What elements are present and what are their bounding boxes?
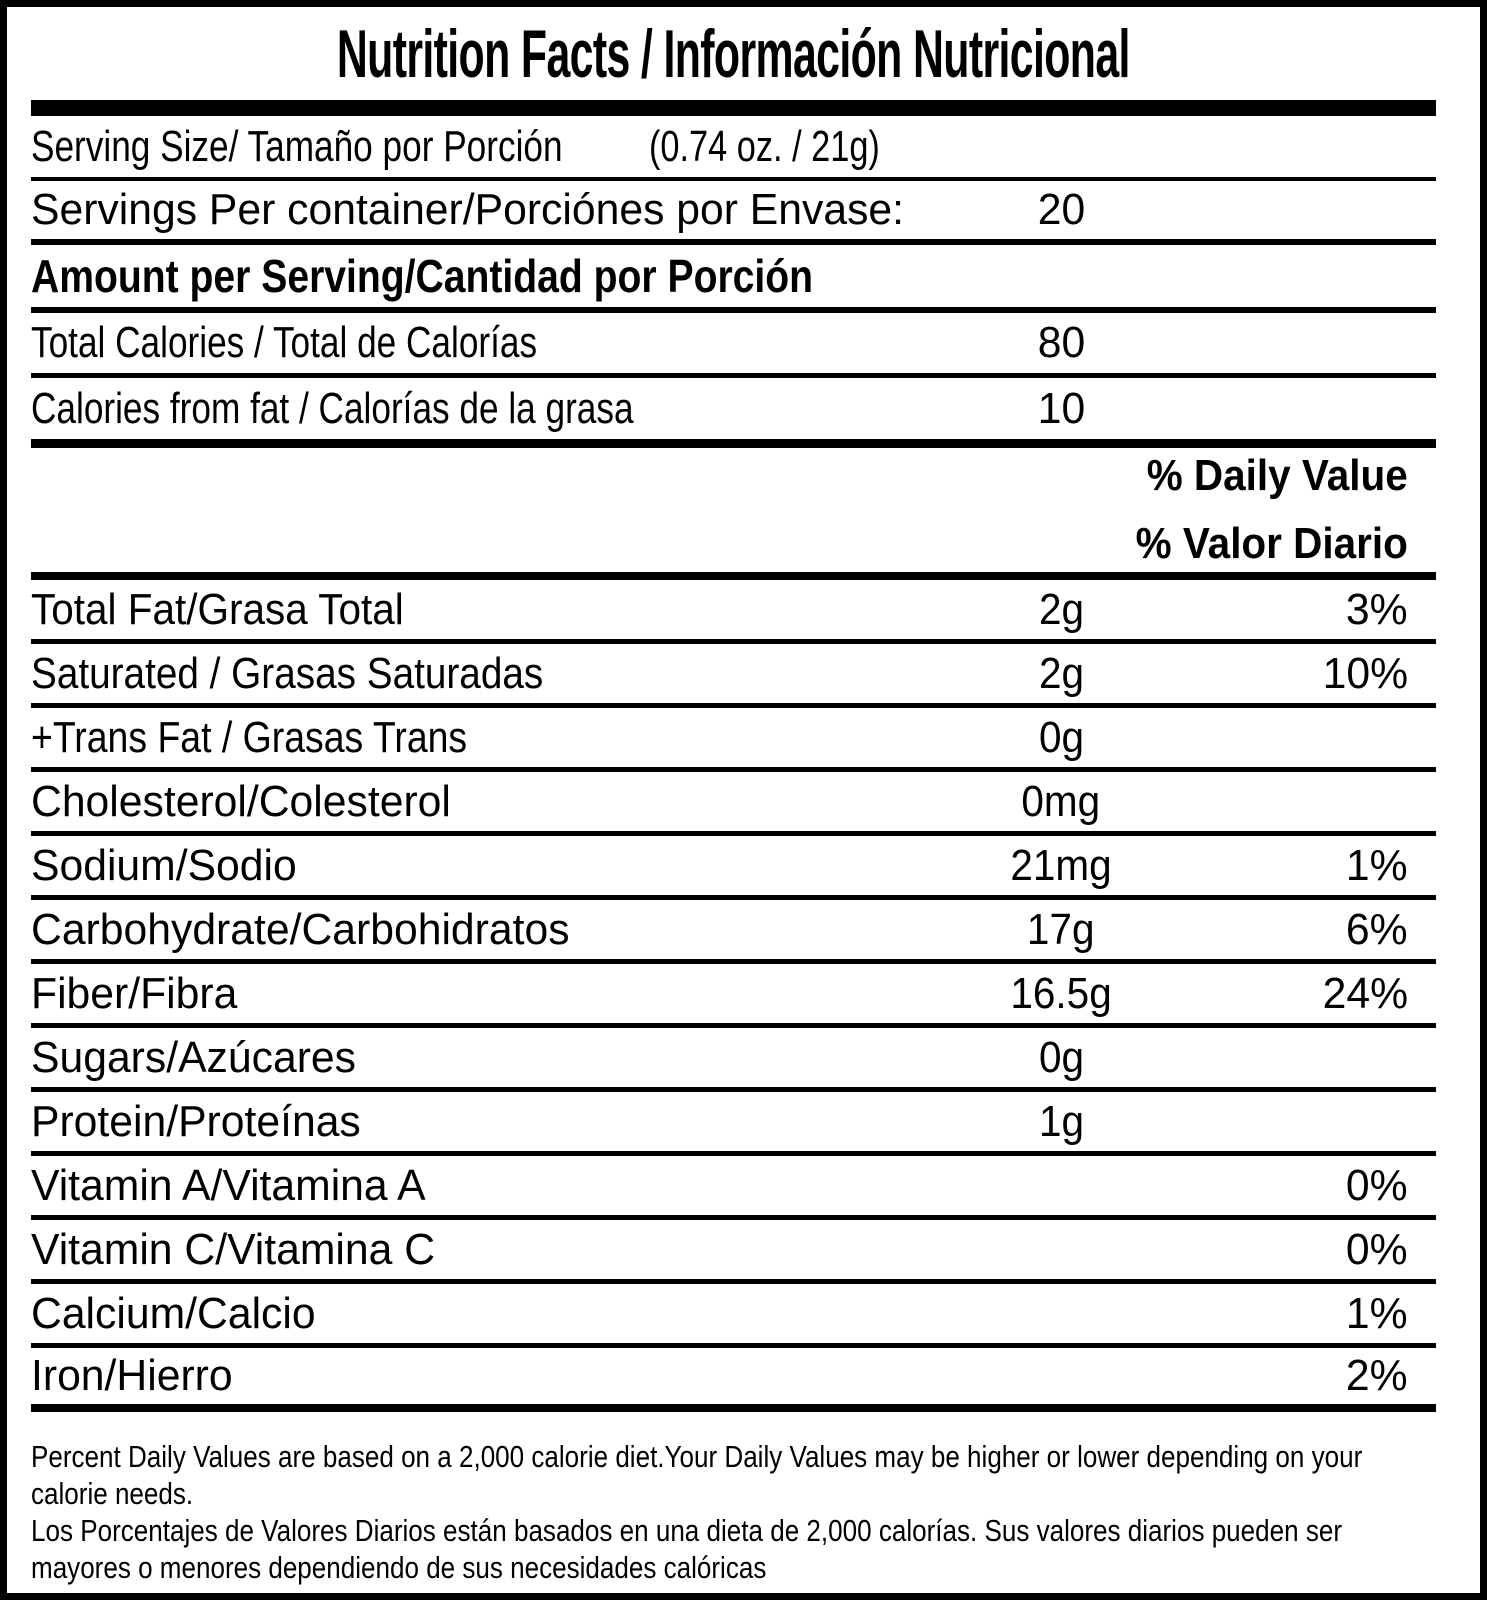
nutrient-value: 0g xyxy=(1038,712,1084,762)
nutrient-value: 1g xyxy=(1038,1096,1084,1146)
amount-per-serving-label: Amount per Serving/Cantidad por Porción xyxy=(31,250,814,302)
nutrient-percent: 1% xyxy=(1346,840,1408,890)
serving-size-row xyxy=(31,116,1436,181)
amount-per-serving-header xyxy=(31,245,1436,313)
nutrient-label: Total Fat/Grasa Total xyxy=(31,584,404,634)
nutrient-value: 2g xyxy=(1038,648,1084,698)
nutrient-label: Sodium/Sodio xyxy=(31,840,297,890)
nutrient-percent: 10% xyxy=(1322,648,1408,698)
nutrient-percent: 6% xyxy=(1346,904,1408,954)
nutrient-label: Fiber/Fibra xyxy=(31,968,238,1018)
total-calories-value: 80 xyxy=(1037,318,1085,367)
nutrient-percent: 24% xyxy=(1322,968,1408,1018)
daily-value-header-es: % Valor Diario xyxy=(1135,519,1408,568)
nutrient-percent: 1% xyxy=(1346,1288,1408,1338)
nutrient-label: Sugars/Azúcares xyxy=(31,1032,357,1082)
nutrient-row-cholesterol xyxy=(31,772,1436,836)
daily-value-header-en: % Daily Value xyxy=(1146,451,1408,500)
nutrient-value: 2g xyxy=(1038,584,1084,634)
nutrient-row-total-fat xyxy=(31,580,1436,644)
nutrient-percent: 3% xyxy=(1346,584,1408,634)
nutrient-percent: 0% xyxy=(1346,1160,1408,1210)
nutrient-value: 0g xyxy=(1038,1032,1084,1082)
title-thick-divider xyxy=(31,100,1436,116)
nutrient-label: Vitamin C/Vitamina C xyxy=(31,1224,436,1274)
nutrient-row-fiber xyxy=(31,964,1436,1028)
nutrient-row-protein xyxy=(31,1092,1436,1156)
nutrient-label: Calcium/Calcio xyxy=(31,1288,316,1338)
servings-per-container-value: 20 xyxy=(1037,185,1085,234)
nutrient-label: Carbohydrate/Carbohidratos xyxy=(31,904,570,954)
nutrient-label: +Trans Fat / Grasas Trans xyxy=(31,712,468,762)
total-calories-label: Total Calories / Total de Calorías xyxy=(31,318,538,367)
calories-from-fat-label: Calories from fat / Calorías de la grasa xyxy=(31,383,634,433)
nutrient-row-vitamin-c xyxy=(31,1220,1436,1284)
nutrient-row-saturated-fat xyxy=(31,644,1436,708)
nutrient-label: Iron/Hierro xyxy=(31,1351,233,1400)
nutrient-value: 16.5g xyxy=(1010,968,1112,1018)
nutrient-percent: 2% xyxy=(1346,1351,1408,1400)
nutrient-row-trans-fat xyxy=(31,708,1436,772)
nutrient-row-carbohydrate xyxy=(31,900,1436,964)
nutrient-label: Cholesterol/Colesterol xyxy=(31,776,451,826)
serving-size-label: Serving Size/ Tamaño por Porción xyxy=(31,121,563,171)
nutrient-row-sugars xyxy=(31,1028,1436,1092)
nutrient-percent: 0% xyxy=(1346,1224,1408,1274)
footnote-english: Percent Daily Values are based on a 2,000 calorie diet.Your Daily Values may be higher or lower depending on your calorie needs. xyxy=(31,1439,1363,1511)
servings-per-container-row xyxy=(31,181,1436,245)
calories-from-fat-value: 10 xyxy=(1037,383,1085,433)
nutrient-row-vitamin-a xyxy=(31,1156,1436,1220)
calories-from-fat-row xyxy=(31,378,1436,448)
total-calories-row xyxy=(31,313,1436,378)
label-title: Nutrition Facts / Información Nutricional xyxy=(337,15,1130,92)
nutrient-value: 0mg xyxy=(1021,776,1101,826)
servings-per-container-label: Servings Per container/Porciónes por Envase: xyxy=(31,185,905,234)
nutrient-label: Vitamin A/Vitamina A xyxy=(31,1160,426,1210)
footnote xyxy=(31,1412,1435,1593)
nutrient-row-calcium xyxy=(31,1284,1436,1348)
nutrient-label: Saturated / Grasas Saturadas xyxy=(31,648,544,698)
nutrient-row-sodium xyxy=(31,836,1436,900)
nutrient-row-iron xyxy=(31,1348,1436,1412)
nutrient-value: 21mg xyxy=(1010,840,1112,890)
daily-value-header xyxy=(31,448,1436,580)
nutrient-label: Protein/Proteínas xyxy=(31,1096,361,1146)
serving-size-value: (0.74 oz. / 21g) xyxy=(649,121,881,171)
title-row xyxy=(31,7,1436,100)
footnote-spanish: Los Porcentajes de Valores Diarios están basados en una dieta de 2,000 calorías. Sus valores diarios pueden ser mayores o menores dependiendo de sus necesidades calóricas xyxy=(31,1513,1343,1585)
nutrient-value: 17g xyxy=(1027,904,1095,954)
